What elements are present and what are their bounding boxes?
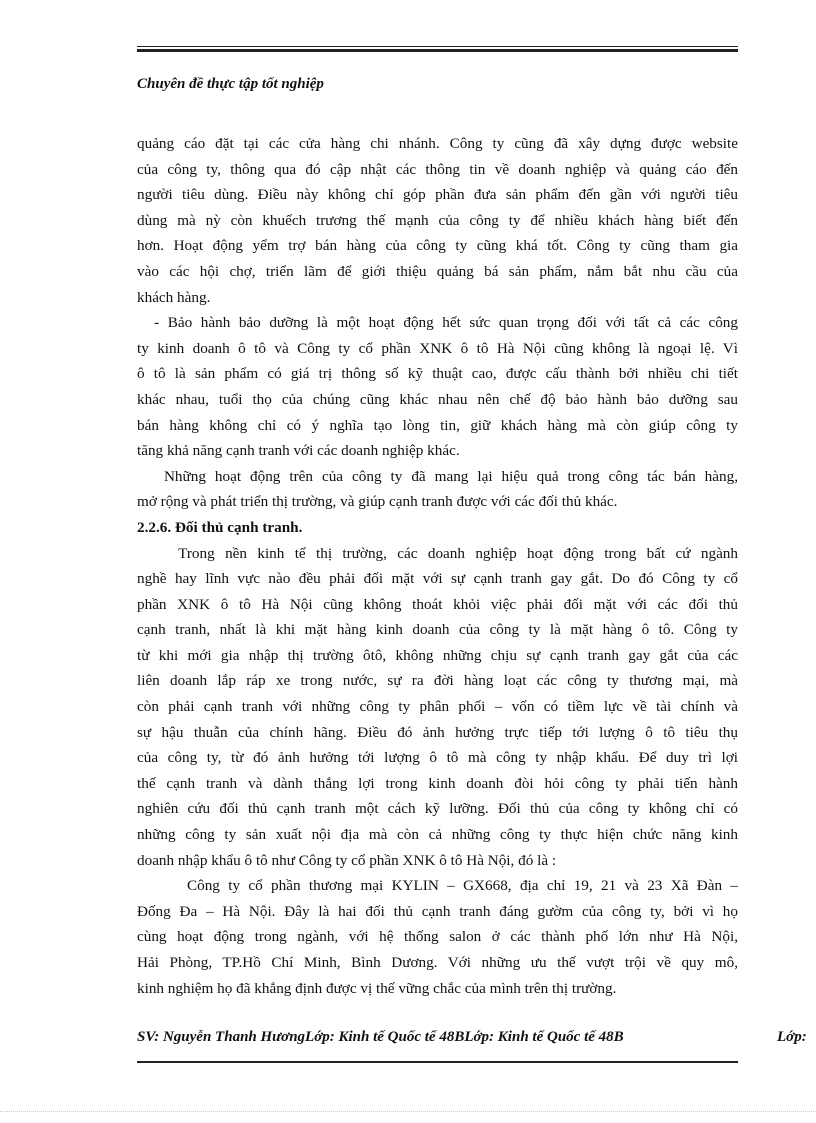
text-line: khách hàng. [137, 288, 211, 306]
text-line: vào các hội chợ, triển lãm để giới thiệu quảng bá sản phẩm, nắm bắt nhu cầu của [137, 262, 738, 280]
text-line: mở rộng và phát triển thị trường, và giúp cạnh tranh được với các đối thủ khác. [137, 493, 618, 511]
text-line: Công ty cổ phần thương mại KYLIN – GX668, địa chỉ 19, 21 và 23 Xã Đàn – [137, 877, 738, 895]
running-footer [137, 1029, 816, 1046]
text-line: quảng cáo đặt tại các cửa hàng chi nhánh. Công ty cũng đã xây dựng được website [137, 135, 738, 152]
footer-rule [137, 1061, 738, 1063]
text-line: Hải Phòng, TP.Hồ Chí Minh, Bình Dương. Với những ưu thế vượt trội về quy mô, [137, 954, 738, 971]
text-line: cùng hoạt động trong ngành, với hệ thống salon ở các thành phố lớn như Hà Nội, [137, 928, 738, 946]
text-line: sự hậu thuẫn của chính hãng. Điều đó ảnh hưởng trực tiếp tới lượng ô tô tiêu thụ [137, 723, 738, 741]
page-boundary [0, 1111, 816, 1112]
text-line: - Bảo hành bảo dưỡng là một hoạt động hết sức quan trọng đối với tất cả các công [137, 314, 738, 332]
text-line: tăng khả năng cạnh tranh với các doanh nghiệp khác. [137, 442, 460, 460]
text-line: từ khi mới gia nhập thị trường ôtô, không những chịu sự cạnh tranh gay gắt của các [137, 646, 738, 664]
text-line: phần XNK ô tô Hà Nội cũng không thoát khỏi việc phải đối mặt với các đối thủ [137, 595, 738, 613]
text-line: ô tô là sản phẩm có giá trị thông số kỹ thuật cao, được cấu thành bởi nhiều chi tiết [137, 365, 738, 383]
text-line: bán hàng không chỉ có ý nghĩa tạo lòng tin, giữ khách hàng mà còn giúp công ty [137, 416, 738, 434]
text-line: doanh nhập khẩu ô tô như Công ty cổ phần XNK ô tô Hà Nội, đó là : [137, 851, 557, 869]
text-line: Đống Đa – Hà Nội. Đây là hai đối thủ cạnh tranh đáng gườm của công ty, bởi vì họ [137, 902, 738, 920]
text-line: còn phải cạnh tranh với những công ty phân phối – vốn có tiềm lực về tài chính và [137, 698, 738, 716]
text-line: nghề hay lĩnh vực nào đều phải đối mặt với sự cạnh tranh gay gắt. Do đó Công ty cổ [137, 570, 738, 588]
header-rule-thin [137, 46, 738, 47]
text-line: của công ty, thông qua đó cập nhật các thông tin về doanh nghiệp và quảng cáo đến [137, 160, 738, 178]
document-body [137, 131, 738, 1001]
text-line: dùng mà nỳ còn khuếch trương thế mạnh của công ty để nhiều khách hàng biết đến [137, 211, 738, 229]
text-line: kinh nghiệm họ đã khẳng định được vị thế vững chắc của mình trên thị trường. [137, 979, 617, 997]
running-header: Chuyên đề thực tập tốt nghiệp [137, 76, 324, 92]
text-line: cạnh tranh, nhất là khi mặt hàng kinh doanh của công ty là mặt hàng ô tô. Công ty [137, 621, 738, 639]
header-rule-thick [137, 49, 738, 52]
text-line: của công ty, từ đó ảnh hưởng tới lượng ô tô mà công ty nhập khẩu. Để duy trì lợi [137, 749, 738, 767]
text-line: những công ty sản xuất nội địa mà còn cả những công ty thực hiện chức năng kinh [137, 826, 738, 844]
text-line: hơn. Hoạt động yểm trợ bán hàng của công ty cũng khá tốt. Công ty cũng tham gia [137, 237, 738, 255]
text-line: khác nhau, tuổi thọ của chúng cũng khác nhau nên chế độ bảo hành bảo dưỡng sau [137, 390, 738, 408]
text-line: thế cạnh tranh và dành thắng lợi trong kinh doanh đòi hỏi công ty phải tiến hành [137, 774, 738, 792]
section-heading: 2.2.6. Đối thủ cạnh tranh. [137, 518, 303, 536]
text-line: nghiên cứu đối thủ cạnh tranh một cách kỹ lưỡng. Đối thủ của công ty không chỉ có [137, 800, 738, 818]
text-line: liên doanh lắp ráp xe trong nước, sự ra đời hàng loạt các công ty thương mại, mà [137, 672, 738, 690]
text-line: Những hoạt động trên của công ty đã mang lại hiệu quả trong công tác bán hàng, [137, 467, 738, 485]
text-line: ty kinh doanh ô tô và Công ty cổ phần XNK ô tô Hà Nội cũng không là ngoại lệ. Vì [137, 339, 738, 357]
text-line: Trong nền kinh tế thị trường, các doanh nghiệp hoạt động trong bất cứ ngành [137, 544, 738, 562]
footer-class-label: Lớp: [777, 1029, 807, 1045]
text-line: người tiêu dùng. Điều này không chỉ góp phần đưa sản phẩm đến gần với người tiêu [137, 186, 738, 204]
footer-student-info: SV: Nguyễn Thanh HươngLớp: Kinh tế Quốc tế 48BLớp: Kinh tế Quốc tế 48B [137, 1029, 624, 1045]
